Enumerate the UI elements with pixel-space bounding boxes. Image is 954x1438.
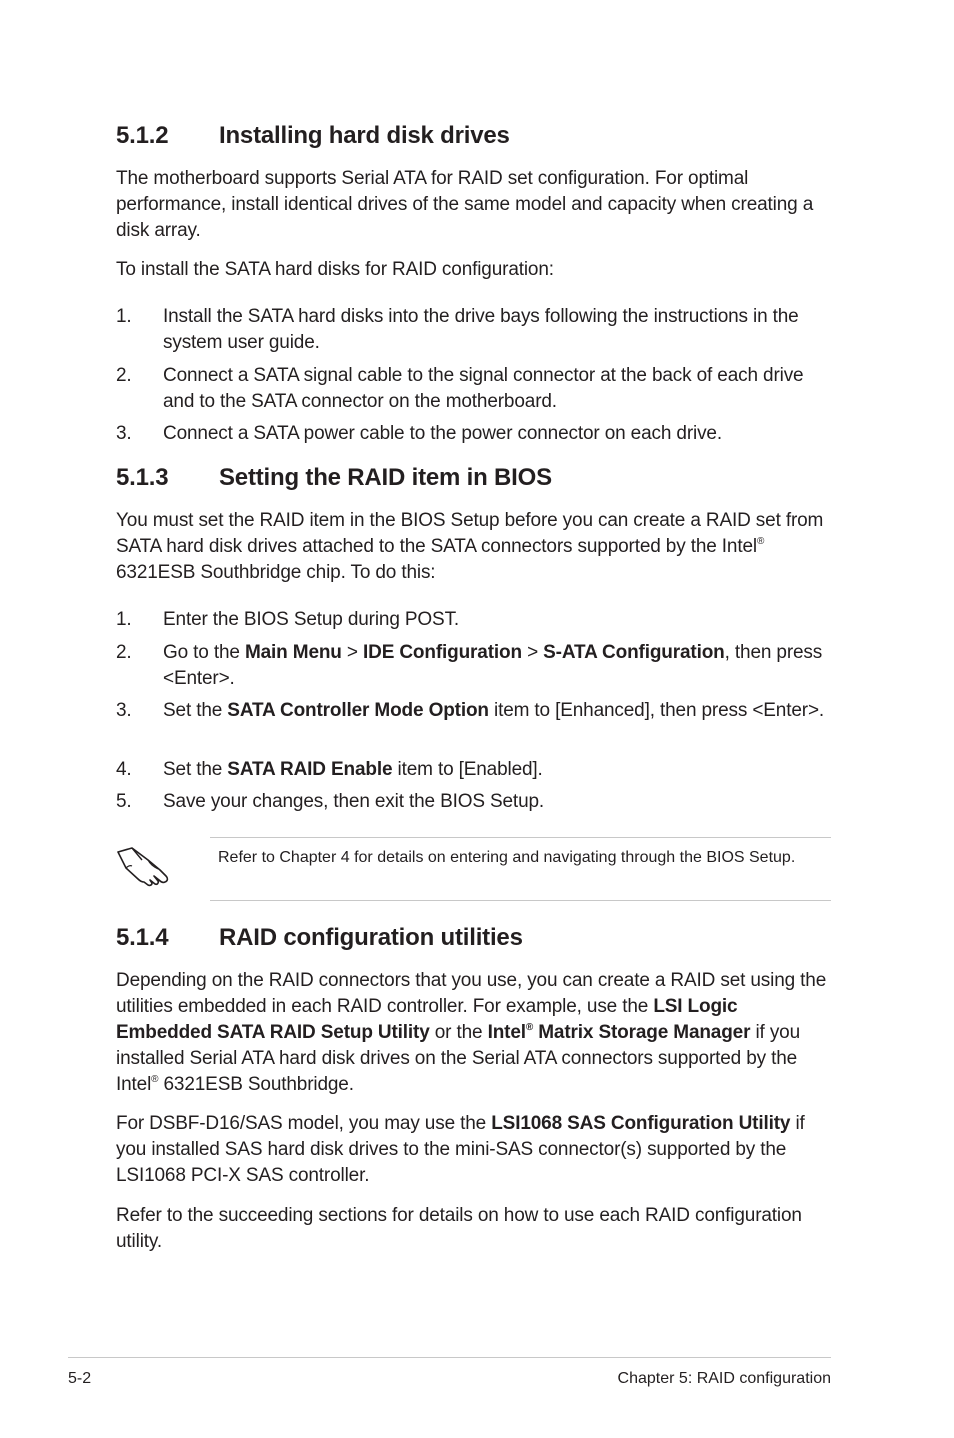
list-text: Install the SATA hard disks into the drive bays following the instructions in the system user guide. — [163, 306, 799, 353]
list-text — [163, 698, 835, 724]
note-hand-icon — [114, 840, 174, 888]
note-text: Refer to Chapter 4 for details on entering and navigating through the BIOS Setup. — [218, 849, 796, 866]
list-text: Connect a SATA signal cable to the signal connector at the back of each drive and to the SATA connector on the motherboard. — [163, 365, 804, 412]
section-number: 5.1.3 — [116, 464, 169, 491]
text-run: if you installed SAS hard disk drives to the mini-SAS connector(s) supported by the LSI1068 PCI-X SAS controller. — [116, 1113, 805, 1186]
list-number: 2. — [116, 365, 132, 386]
list-text: Enter the BIOS Setup during POST. — [163, 609, 460, 630]
list-number: 2. — [116, 642, 132, 663]
bold-text: SATA Controller Mode Option — [227, 700, 489, 721]
chapter-title: Chapter 5: RAID configuration — [617, 1370, 831, 1387]
text-run: item to [Enhanced], then press <Enter>. — [488, 700, 825, 721]
bold-text: S-ATA Configuration — [543, 642, 725, 663]
registered-mark: ® — [525, 1022, 534, 1033]
section-title: RAID configuration utilities — [219, 924, 523, 951]
text-run: Set the — [163, 759, 228, 780]
paragraph-refer: Refer to the succeeding sections for details on how to use each RAID configuration utility. — [116, 1205, 802, 1252]
list-number: 5. — [116, 791, 132, 812]
text-run: You must set the RAID item in the BIOS Setup before you can create a RAID set from SATA hard disk drives attached to the SATA connectors supported by the Intel — [116, 510, 824, 557]
section-number: 5.1.4 — [116, 924, 169, 951]
section-title: Setting the RAID item in BIOS — [219, 464, 552, 491]
paragraph-sas-utility — [116, 1111, 834, 1189]
list-text: Save your changes, then exit the BIOS Setup. — [163, 791, 545, 812]
list-item — [116, 363, 834, 415]
text-run: , then press <Enter>. — [163, 642, 823, 689]
list-item — [116, 789, 834, 815]
text-run: 6321ESB Southbridge chip. To do this: — [116, 562, 436, 583]
registered-mark: ® — [756, 536, 765, 547]
list-text — [163, 640, 835, 692]
paragraph-lead-512: To install the SATA hard disks for RAID configuration: — [116, 259, 554, 280]
text-run: item to [Enabled]. — [392, 759, 543, 780]
bold-text: Matrix Storage Manager — [533, 1022, 751, 1043]
bold-text: Main Menu — [244, 642, 342, 663]
text-run: > — [521, 642, 544, 663]
list-number: 1. — [116, 306, 132, 327]
bold-text: Intel — [487, 1022, 526, 1043]
list-item — [116, 757, 834, 783]
bold-text: IDE Configuration — [363, 642, 522, 663]
section-title: Installing hard disk drives — [219, 122, 510, 149]
bold-text: SATA RAID Enable — [227, 759, 393, 780]
text-run: if you installed Serial ATA hard disk drives on the Serial ATA connectors supported by the Intel — [116, 1022, 801, 1095]
page-number: 5-2 — [68, 1370, 92, 1387]
list-text — [163, 757, 835, 783]
list-number: 3. — [116, 700, 132, 721]
paragraph-intro-513 — [116, 508, 834, 586]
list-item — [116, 607, 834, 633]
text-run: Set the — [163, 700, 228, 721]
text-run: 6321ESB Southbridge. — [158, 1074, 354, 1095]
footer-divider — [68, 1357, 831, 1358]
text-run: > — [341, 642, 363, 663]
section-number: 5.1.2 — [116, 122, 169, 149]
section-heading-512 — [116, 122, 510, 150]
list-item — [116, 698, 834, 750]
paragraph-utilities — [116, 968, 834, 1098]
note-box — [210, 837, 831, 901]
list-item — [116, 421, 834, 447]
list-item — [116, 640, 834, 692]
bold-text: LSI1068 SAS Configuration Utility — [491, 1113, 791, 1134]
text-run: Go to the — [163, 642, 245, 663]
list-number: 3. — [116, 423, 132, 444]
section-heading-513 — [116, 464, 552, 492]
bold-text: LSI Logic Embedded SATA RAID Setup Utility — [116, 996, 738, 1043]
text-run: For DSBF-D16/SAS model, you may use the — [116, 1113, 492, 1134]
list-number: 1. — [116, 609, 132, 630]
list-item — [116, 304, 834, 356]
section-heading-514 — [116, 924, 523, 952]
paragraph-intro-512: The motherboard supports Serial ATA for RAID set configuration. For optimal performance, install identical drives of the same model and capacity when creating a disk array. — [116, 168, 814, 241]
text-run: Depending on the RAID connectors that you use, you can create a RAID set using the utilities embedded in each RAID controller. For example, use the — [116, 970, 827, 1017]
text-run: or the — [429, 1022, 488, 1043]
list-number: 4. — [116, 759, 132, 780]
list-text: Connect a SATA power cable to the power connector on each drive. — [163, 423, 722, 444]
registered-mark: ® — [151, 1074, 159, 1085]
